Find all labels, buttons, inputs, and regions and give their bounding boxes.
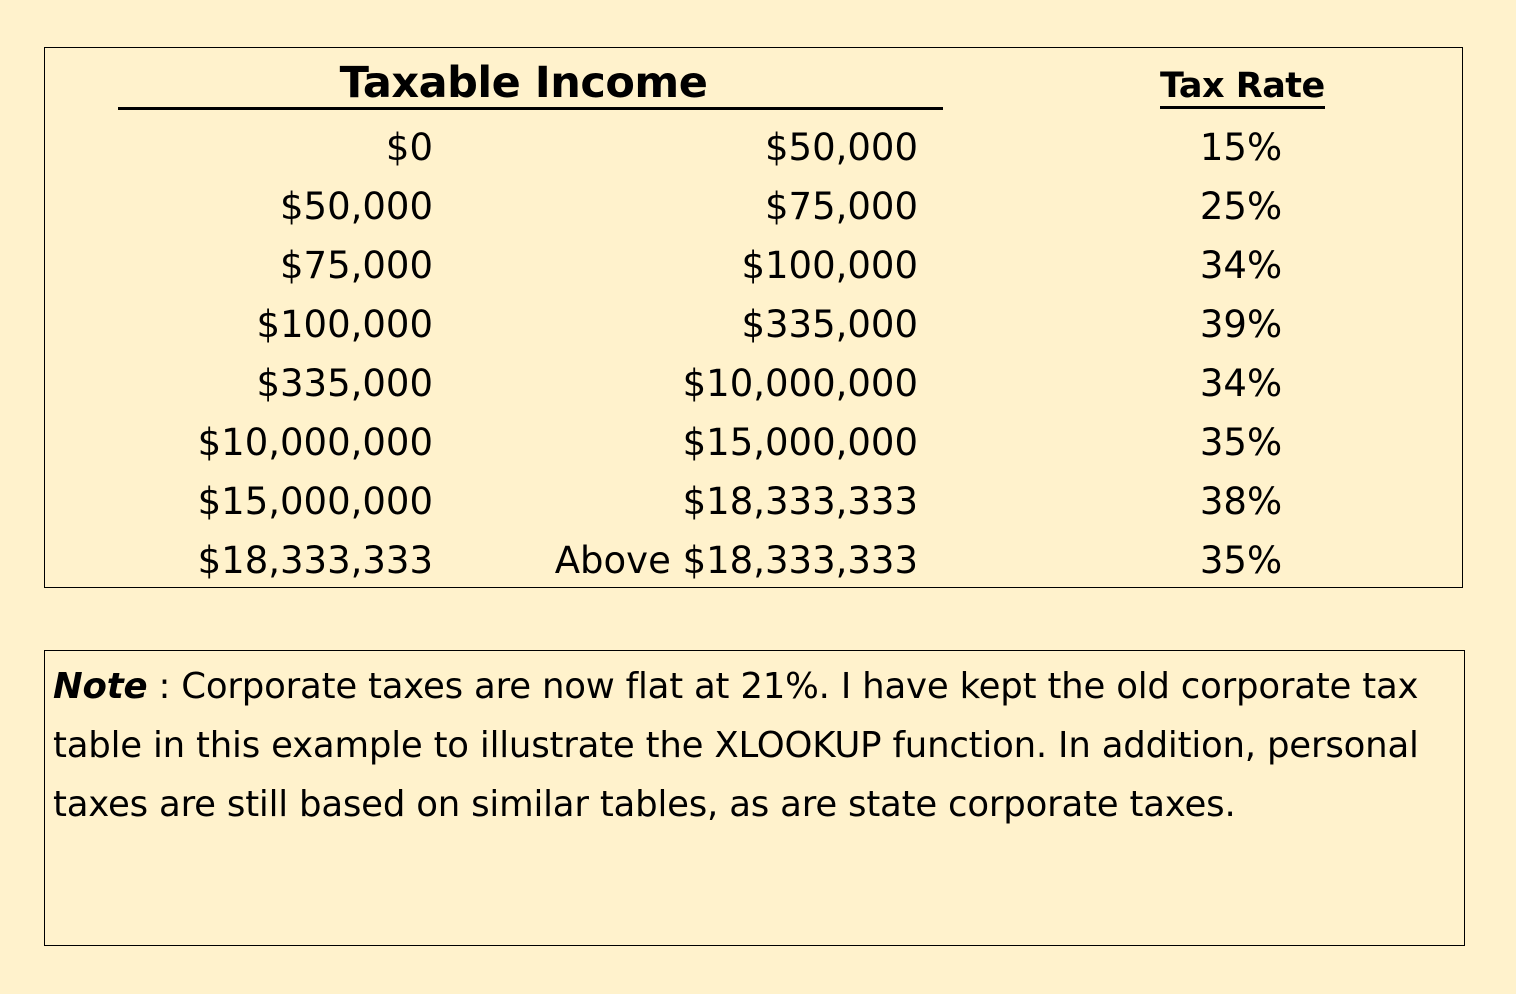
tax-rate-cell: 34% bbox=[1199, 244, 1283, 287]
income-to-cell: $15,000,000 bbox=[682, 421, 918, 464]
income-from-cell: $10,000,000 bbox=[197, 421, 433, 464]
income-to-cell: $100,000 bbox=[741, 244, 918, 287]
income-from-cell: $18,333,333 bbox=[197, 539, 433, 582]
table-row bbox=[0, 531, 1516, 590]
income-from-cell: $75,000 bbox=[279, 244, 433, 287]
table-row bbox=[0, 177, 1516, 236]
table-row bbox=[0, 472, 1516, 531]
taxable-income-header-text: Taxable Income bbox=[339, 58, 708, 108]
tax-rate-header: Tax Rate bbox=[1160, 66, 1325, 109]
taxable-income-header bbox=[118, 60, 943, 110]
table-row bbox=[0, 295, 1516, 354]
income-from-cell: $335,000 bbox=[256, 362, 433, 405]
income-to-cell: Above $18,333,333 bbox=[554, 539, 918, 582]
table-row bbox=[0, 118, 1516, 177]
tax-rate-cell: 15% bbox=[1199, 126, 1283, 169]
income-from-cell: $15,000,000 bbox=[197, 480, 433, 523]
tax-rate-cell: 34% bbox=[1199, 362, 1283, 405]
income-to-cell: $50,000 bbox=[764, 126, 918, 169]
tax-rate-cell: 25% bbox=[1199, 185, 1283, 228]
income-to-cell: $10,000,000 bbox=[682, 362, 918, 405]
income-to-cell: $335,000 bbox=[741, 303, 918, 346]
income-from-cell: $100,000 bbox=[256, 303, 433, 346]
income-from-cell: $50,000 bbox=[279, 185, 433, 228]
tax-rate-cell: 35% bbox=[1199, 421, 1283, 464]
income-to-cell: $75,000 bbox=[764, 185, 918, 228]
table-row bbox=[0, 413, 1516, 472]
tax-rate-cell: 39% bbox=[1199, 303, 1283, 346]
note-box bbox=[44, 650, 1465, 946]
tax-rate-cell: 35% bbox=[1199, 539, 1283, 582]
income-from-cell: $0 bbox=[385, 126, 433, 169]
tax-rate-cell: 38% bbox=[1199, 480, 1283, 523]
table-row bbox=[0, 354, 1516, 413]
note-label: Note bbox=[53, 666, 148, 707]
note-text: : Corporate taxes are now flat at 21%. I have kept the old corporate tax table in this example to illustrate the XLOOKUP function. In addition, personal taxes are still based on similar tables, as are state corporate taxes. bbox=[53, 666, 1419, 825]
income-to-cell: $18,333,333 bbox=[682, 480, 918, 523]
table-row bbox=[0, 236, 1516, 295]
